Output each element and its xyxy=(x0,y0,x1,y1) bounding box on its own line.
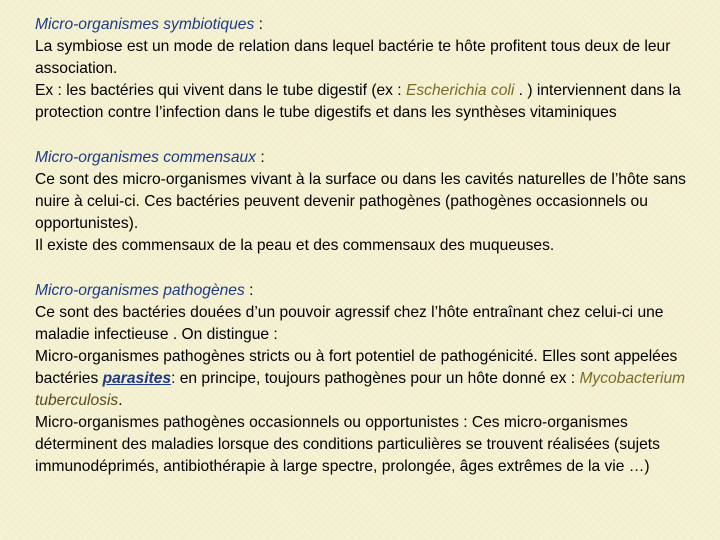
heading-text: Micro-organismes symbiotiques xyxy=(35,16,255,33)
text-run: Micro-organismes pathogènes stricts ou à fort potentiel de pathogénicité. Elles sont appelées bactéries xyxy=(35,348,678,387)
paragraph xyxy=(35,80,695,124)
heading-colon: : xyxy=(255,149,265,166)
paragraph xyxy=(35,346,695,412)
paragraph: Ce sont des micro-organismes vivant à la surface ou dans les cavités naturelles de l’hôte sans nuire à celui-ci. Ces bactéries peuvent devenir pathogènes (pathogènes occasionnels ou opportunistes). xyxy=(35,171,686,232)
text-run: . xyxy=(118,392,123,409)
section-pathogenes xyxy=(35,280,695,478)
section-commensaux xyxy=(35,147,695,257)
heading-text: Micro-organismes pathogènes xyxy=(35,282,245,299)
species-genus: Mycobacterium xyxy=(579,370,686,387)
paragraph: La symbiose est un mode de relation dans lequel bactérie te hôte profitent tous deux de leur association. xyxy=(35,38,671,77)
section-heading xyxy=(35,280,695,302)
text-run: : en principe, toujours pathogènes pour un hôte donné ex : xyxy=(171,370,580,387)
species-name: Escherichia coli xyxy=(405,82,515,99)
heading-colon: : xyxy=(254,16,263,33)
text-run: Ex : les bactéries qui vivent dans le tube digestif (ex : xyxy=(35,82,406,99)
text-run: . ) interviennent dans la protection contre l’infection dans le tube digestifs et dans les synthèses vitaminiques xyxy=(35,82,681,121)
paragraph: Micro-organismes pathogènes occasionnels ou opportunistes : Ces micro-organismes déterminent des maladies lorsque des conditions particulières se trouvent réalisées (sujets immunodéprimés, antibiothérapie à large spectre, prolongée, âges extrêmes de la vie …) xyxy=(35,414,660,475)
heading-text: Micro-organismes commensaux xyxy=(35,149,256,166)
section-heading xyxy=(35,147,695,169)
parasites-link[interactable]: parasites xyxy=(102,370,172,387)
species-epithet: tuberculosis xyxy=(35,392,119,409)
paragraph: Ce sont des bactéries douées d’un pouvoir agressif chez l’hôte entraînant chez celui-ci une maladie infectieuse . On distingue : xyxy=(35,304,664,343)
section-symbiotiques xyxy=(35,14,695,124)
section-heading xyxy=(35,14,695,36)
slide-body xyxy=(35,14,695,501)
heading-colon: : xyxy=(244,282,254,299)
paragraph: Il existe des commensaux de la peau et des commensaux des muqueuses. xyxy=(35,237,555,254)
